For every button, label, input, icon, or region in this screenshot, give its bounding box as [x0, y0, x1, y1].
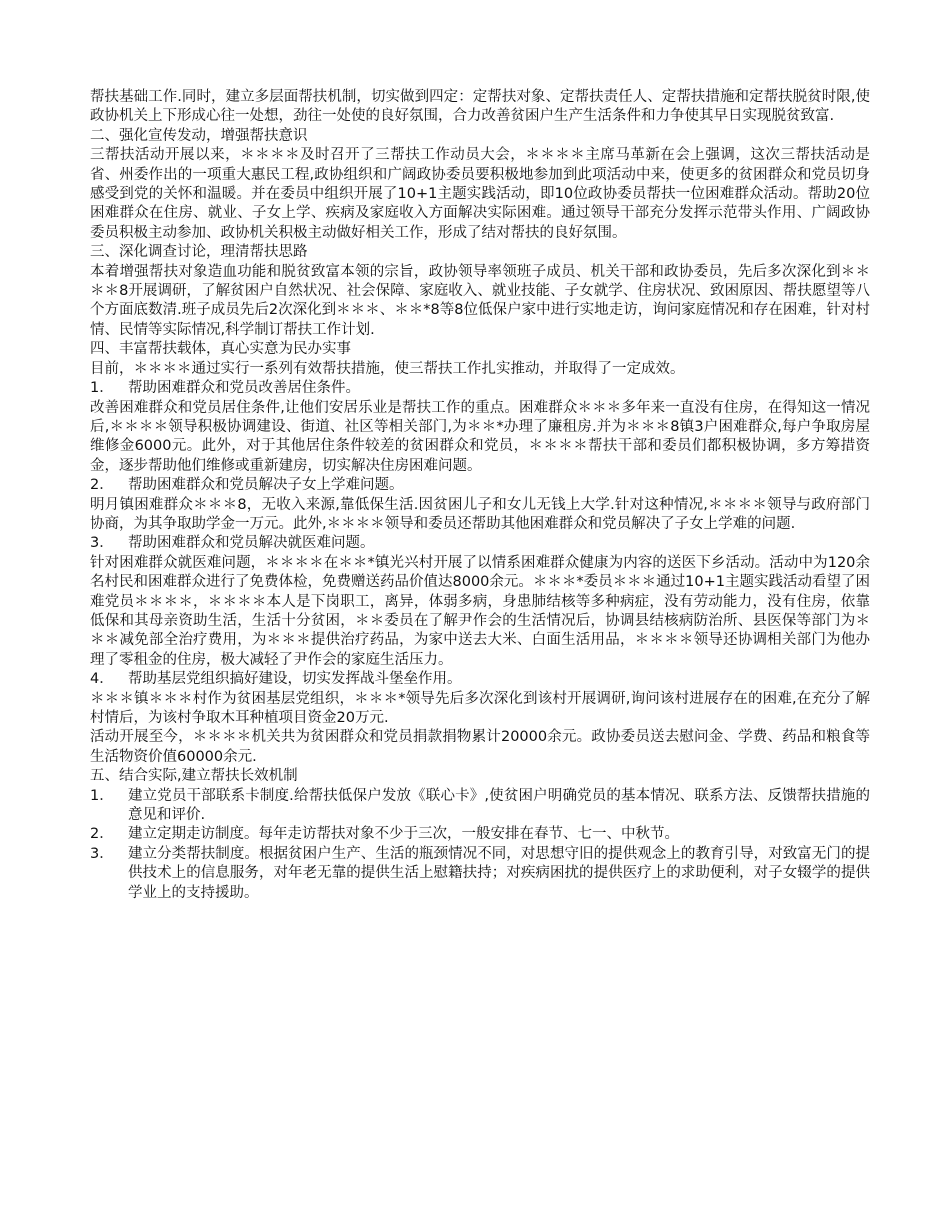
list-item: [90, 787, 870, 826]
paragraph-research: 本着增强帮扶对象造血功能和脱贫致富本领的宗旨，政协领导率领班子成员、机关干部和政协委员，先后多次深化到＊＊＊＊8开展调研，了解贫困户自然状况、社会保障、家庭收入、就业技能、子女就学、住房状况、致困原因、帮扶愿望等八个方面底数清.班子成员先后2次深化到＊＊＊、＊＊*8等8位低保户家中进行实地走访，询问家庭情况和存在困难，针对村情、民情等实际情况,科学制订帮扶工作计划.: [90, 263, 870, 338]
paragraph-medical: 针对困难群众就医难问题，＊＊＊＊在＊＊*镇光兴村开展了以情系困难群众健康为内容的送医下乡活动。活动中为120余名村民和困难群众进行了免费体检，免费赠送药品价值达8000余元。＊＊＊*委员＊＊＊通过10+1主题实践活动看望了困难党员＊＊＊＊，＊＊＊＊本人是下岗职工，离异，体弱多病，身患肺结核等多种病症，没有劳动能力，没有住房，依靠低保和其母亲资助生活，生活十分贫困，＊＊委员在了解尹作会的生活情况后，协调县结核病防治所、县医保等部门为＊＊＊减免部全治疗费用，为＊＊＊提供治疗药品，为家中送去大米、白面生活用品，＊＊＊＊领导还协调相关部门为他办理了零租金的住房，极大减轻了尹作会的家庭生活压力。: [90, 554, 870, 668]
numbered-heading-housing: [90, 379, 870, 398]
item-title: 帮助困难群众和党员改善居住条件。: [128, 380, 360, 397]
item-number: 4．: [90, 671, 114, 688]
section-heading-5: 五、结合实际,建立帮扶长效机制: [90, 768, 298, 785]
list-text: 建立分类帮扶制度。根据贫困户生产、生活的瓶颈情况不同，对思想守旧的提供观念上的教育引导，对致富无门的提供技术上的信息服务，对年老无靠的提供生活上慰籍扶持；对疾病困扰的提供医疗上的求助便利，对子女辍学的提供学业上的支持援助。: [128, 845, 870, 901]
numbered-heading-party: [90, 670, 870, 689]
numbered-heading-medical: [90, 534, 870, 553]
list-number: 3．: [90, 845, 114, 862]
item-title: 帮助困难群众和党员解决子女上学难问题。: [128, 477, 404, 494]
section-heading-4: 四、丰富帮扶载体，真心实意为民办实事: [90, 341, 351, 358]
paragraph-measures: 目前，＊＊＊＊通过实行一系列有效帮扶措施，使三帮扶工作扎实推动，并取得了一定成效。: [90, 360, 685, 377]
list-number: 2．: [90, 826, 114, 843]
section-heading-3: 三、深化调查讨论，理清帮扶思路: [90, 244, 308, 261]
item-number: 2．: [90, 477, 114, 494]
paragraph-donations: 活动开展至今，＊＊＊＊机关共为贫困群众和党员捐款捐物累计20000余元。政协委员送去慰问金、学费、药品和粮食等生活物资价值60000余元.: [90, 729, 870, 765]
paragraph-party: ＊＊＊镇＊＊＊村作为贫困基层党组织，＊＊＊*领导先后多次深化到该村开展调研,询问该村进展存在的困难,在充分了解村情后，为该村争取木耳种植项目资金20万元.: [90, 690, 870, 726]
paragraph-intro: 帮扶基础工作.同时，建立多层面帮扶机制，切实做到四定：定帮扶对象、定帮扶责任人、定帮扶措施和定帮扶脱贫时限,使政协机关上下形成心往一处想，劲往一处使的良好氛围，合力改善贫困户生产生活条件和力争使其早日实现脱贫致富.: [90, 89, 870, 125]
document-page: [90, 88, 870, 903]
item-number: 3．: [90, 535, 114, 552]
list-number: 1．: [90, 787, 114, 804]
paragraph-housing: 改善困难群众和党员居住条件,让他们安居乐业是帮扶工作的重点。困难群众＊＊＊多年来一直没有住房，在得知这一情况后,＊＊＊＊领导积极协调建设、街道、社区等相关部门,为＊＊*办理了廉租房.并为＊＊＊8镇3户困难群众,每户争取房屋维修金6000元。此外，对于其他居住条件较差的贫困群众和党员，＊＊＊＊帮扶干部和委员们都积极协调，多方筹措资金，逐步帮助他们维修或重新建房，切实解决住房困难问题。: [90, 399, 870, 474]
paragraph-schooling: 明月镇困难群众＊＊＊8，无收入来源,靠低保生活.因贫困儿子和女儿无钱上大学.针对这种情况,＊＊＊＊领导与政府部门协商，为其争取助学金一万元。此外,＊＊＊＊领导和委员还帮助其他困难群众和党员解决了子女上学难的问题.: [90, 496, 870, 532]
item-number: 1．: [90, 380, 114, 397]
list-text: 建立定期走访制度。每年走访帮扶对象不少于三次，一般安排在春节、七一、中秋节。: [128, 826, 679, 843]
section-heading-2: 二、强化宣传发动，增强帮扶意识: [90, 127, 308, 144]
list-text: 建立党员干部联系卡制度.给帮扶低保户发放《联心卡》,使贫困户明确党员的基本情况、联系方法、反馈帮扶措施的意见和评价.: [128, 787, 870, 824]
list-item: [90, 845, 870, 903]
paragraph-publicity: 三帮扶活动开展以来，＊＊＊＊及时召开了三帮扶工作动员大会，＊＊＊＊主席马革新在会上强调，这次三帮扶活动是省、州委作出的一项重大惠民工程,政协组织和广阔政协委员要积极地参加到此项活动中来，使更多的贫困群众和党员切身感受到党的关怀和温暖。并在委员中组织开展了10+1主题实践活动，即10位政协委员帮扶一位困难群众活动。帮助20位困难群众在住房、就业、子女上学、疾病及家庭收入方面解决实际困难。通过领导干部充分发挥示范带头作用、广阔政协委员积极主动参加、政协机关积极主动做好相关工作，形成了结对帮扶的良好氛围。: [90, 147, 870, 241]
numbered-heading-schooling: [90, 476, 870, 495]
item-title: 帮助困难群众和党员解决就医难问题。: [128, 535, 375, 552]
item-title: 帮助基层党组织搞好建设，切实发挥战斗堡垒作用。: [128, 671, 462, 688]
list-item: [90, 825, 870, 844]
